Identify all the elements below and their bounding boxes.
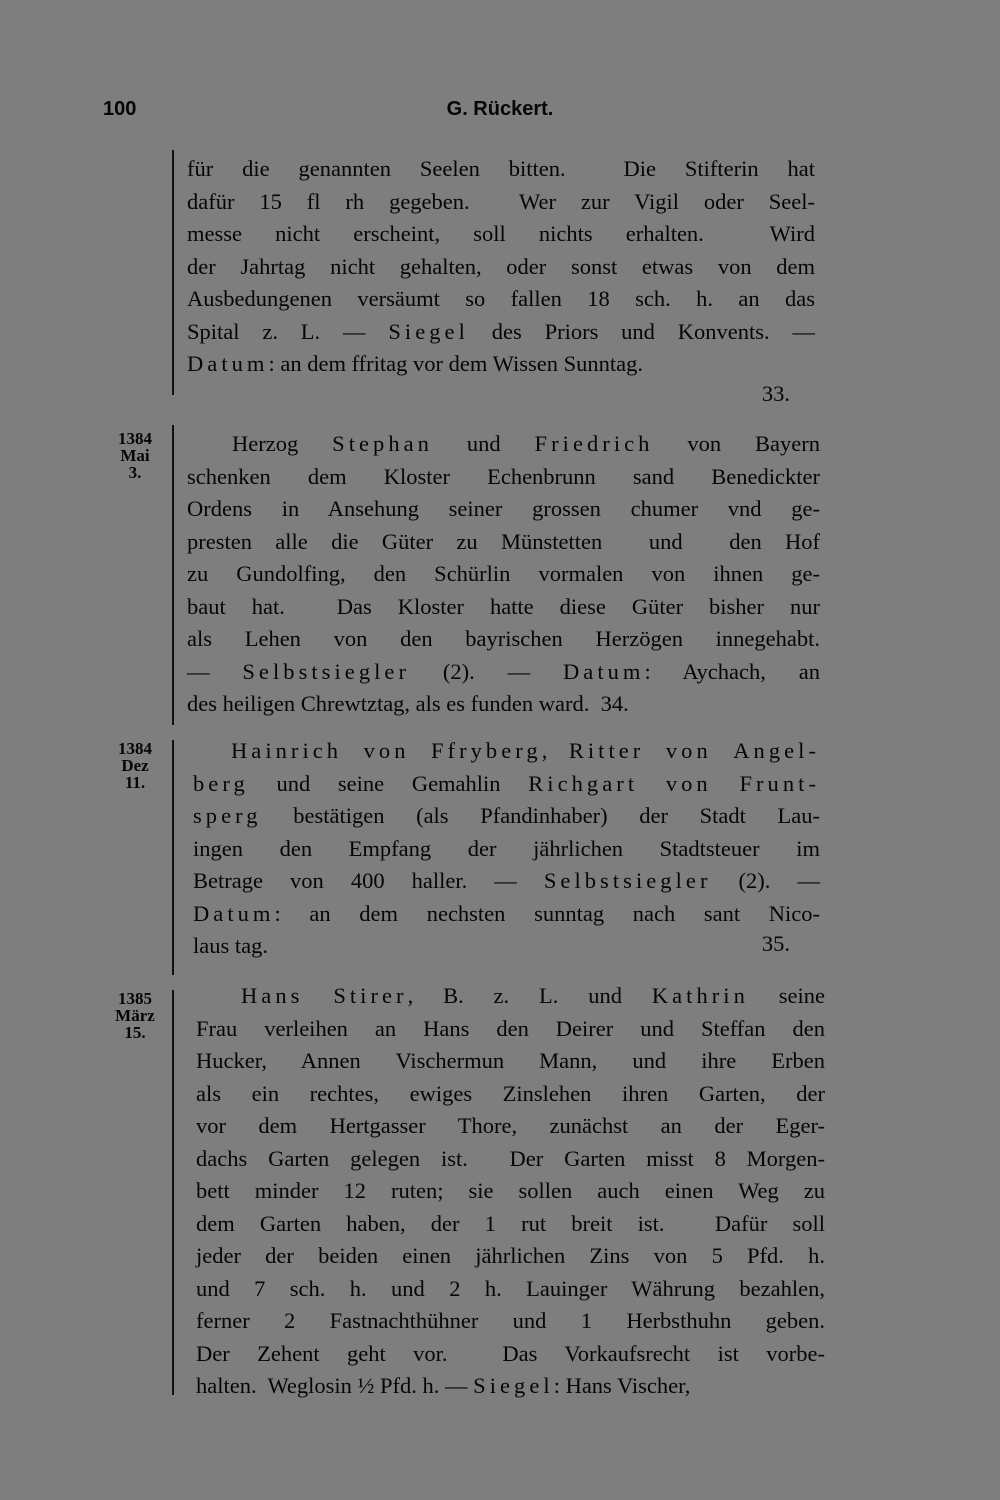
entry-date-part: 11. <box>124 773 146 792</box>
entry-date-part: 1385 <box>118 989 152 1008</box>
text-line <box>187 283 815 315</box>
entry-date-part: 1384 <box>118 429 152 448</box>
text-run: — <box>187 658 243 684</box>
spaced-name: Siegel <box>473 1373 554 1398</box>
text-line <box>196 1013 825 1045</box>
text-run: laus tag. <box>193 933 268 958</box>
text-line <box>196 1305 825 1337</box>
text-line <box>187 558 820 590</box>
text-line <box>187 526 820 558</box>
entry-date <box>112 990 158 1041</box>
text-run <box>712 738 733 763</box>
text-line <box>187 656 820 688</box>
text-run: des heiligen Chrewtztag, als es funden ward. <box>187 691 601 716</box>
spaced-name: Datum <box>193 900 275 926</box>
text-line <box>232 428 820 460</box>
text-run: (2). — <box>410 658 563 684</box>
text-line <box>187 461 820 493</box>
text-run: dachs Garten gelegen ist. Der Garten misst 8 Morgen- <box>196 1145 825 1171</box>
spaced-name: von <box>665 738 712 763</box>
text-run: dafür 15 fl rh gegeben. Wer zur Vigil oder Seel- <box>187 188 815 214</box>
text-line <box>187 688 629 720</box>
margin-rule <box>172 990 174 1395</box>
text-line <box>196 1110 825 1142</box>
spaced-name: Angel- <box>733 738 820 763</box>
text-line <box>196 1143 825 1175</box>
spaced-name: Selbstsiegler <box>242 658 411 684</box>
text-run: Hucker, Annen Vischermun Mann, und ihre Erben <box>196 1048 825 1073</box>
text-line <box>187 316 815 348</box>
text-run: als ein rechtes, ewiges Zinslehen ihren Garten, der <box>196 1080 825 1106</box>
spaced-name: von <box>665 770 712 796</box>
text-run: bett minder 12 ruten; sie sollen auch einen Weg zu <box>196 1178 825 1203</box>
text-run <box>303 983 333 1008</box>
text-line <box>187 623 820 655</box>
margin-rule <box>172 150 174 395</box>
text-run: halten. Weglosin ½ Pfd. h. — <box>196 1373 474 1398</box>
spaced-name: Datum <box>187 351 269 376</box>
text-line <box>187 591 820 623</box>
text-line <box>196 1208 825 1240</box>
spaced-name: Frunt- <box>739 770 820 796</box>
spaced-name: Ritter <box>568 738 645 763</box>
text-line <box>196 1370 690 1402</box>
text-run: des Priors und Konvents. — <box>468 318 815 344</box>
margin-rule <box>172 425 174 725</box>
page-number: 100 <box>103 98 137 120</box>
text-line <box>193 865 820 897</box>
text-run: zu Gundolfing, den Schürlin vormalen von ihnen ge- <box>187 561 820 586</box>
entry-date-part: 3. <box>128 463 142 482</box>
entry-number: 34. <box>600 691 629 716</box>
entry-date-part: 1384 <box>118 739 152 758</box>
margin-rule <box>172 740 174 975</box>
entry-number: 35. <box>761 931 790 956</box>
text-run: der Jahrtag nicht gehalten, oder sonst etwas von dem <box>187 253 815 279</box>
text-run: : an dem nechsten sunntag nach sant Nico- <box>274 900 820 926</box>
text-run: seine <box>748 983 825 1008</box>
text-run: : Hans Vischer, <box>553 1373 691 1398</box>
text-line <box>193 800 820 832</box>
text-run: und 7 sch. h. und 2 h. Lauinger Währung bezahlen, <box>196 1275 825 1301</box>
spaced-name: Stirer <box>333 983 408 1008</box>
text-run: dem Garten haben, der 1 rut breit ist. Dafür soll <box>196 1210 825 1236</box>
spaced-name: sperg <box>193 803 262 828</box>
text-run: von Bayern <box>653 431 820 456</box>
text-line <box>187 348 643 380</box>
text-run: bestätigen (als Pfandinhaber) der Stadt Lau- <box>261 803 820 828</box>
text-run <box>644 738 665 763</box>
text-run <box>712 771 740 796</box>
spaced-name: von <box>363 738 410 763</box>
text-run: vor dem Hertgasser Thore, zunächst an der Eger- <box>196 1113 825 1138</box>
text-run: : an dem ffritag vor dem Wissen Sunntag. <box>268 351 643 376</box>
text-line <box>187 153 815 185</box>
text-run: jeder der beiden einen jährlichen Zins von 5 Pfd. h. <box>196 1243 825 1268</box>
text-run: schenken dem Kloster Echenbrunn sand Benedickter <box>187 463 820 489</box>
text-line <box>231 735 820 767</box>
text-line <box>193 833 820 865</box>
text-run: Ordens in Ansehung seiner grossen chumer vnd ge- <box>187 496 820 521</box>
text-run: , <box>541 738 569 763</box>
text-run: baut hat. Das Kloster hatte diese Güter bisher nur <box>187 593 820 619</box>
text-run: Betrage von 400 haller. — <box>193 868 544 893</box>
entry-number: 33. <box>761 381 790 406</box>
text-line <box>241 980 825 1012</box>
entry-date-part: März <box>115 1006 155 1025</box>
spaced-name: Kathrin <box>651 983 749 1008</box>
text-run: und seine Gemahlin <box>248 770 529 796</box>
text-line <box>187 186 815 218</box>
text-run: Ausbedungenen versäumt so fallen 18 sch. h. an das <box>187 286 815 311</box>
text-line <box>196 1240 825 1272</box>
text-run: als Lehen von den bayrischen Herzögen innegehabt. <box>187 626 820 651</box>
spaced-name: Stephan <box>332 431 433 456</box>
entry-date-part: 15. <box>124 1023 146 1042</box>
entry-date <box>112 740 158 791</box>
text-line <box>196 1175 825 1207</box>
text-line <box>196 1045 825 1077</box>
text-run: ferner 2 Fastnachthühner und 1 Herbsthuhn geben. <box>196 1308 825 1333</box>
text-run: Der Zehent geht vor. Das Vorkaufsrecht ist vorbe- <box>196 1340 825 1366</box>
text-line <box>193 930 268 962</box>
entry-date-part: Dez <box>121 756 149 775</box>
spaced-name: Datum <box>562 658 645 684</box>
text-line <box>187 493 820 525</box>
text-line <box>196 1273 825 1305</box>
spaced-name: Hainrich <box>231 738 343 763</box>
text-run: Spital z. L. — <box>187 318 389 344</box>
text-run: ingen den Empfang der jährlichen Stadtsteuer im <box>193 835 820 861</box>
text-run: : Aychach, an <box>644 658 820 684</box>
text-run: und <box>432 431 535 456</box>
spaced-name: Friedrich <box>534 431 654 456</box>
text-run: für die genannten Seelen bitten. Die Stifterin hat <box>187 156 815 181</box>
text-run: presten alle die Güter zu Münstetten und den Hof <box>187 528 820 554</box>
text-line <box>193 898 820 930</box>
text-run: , B. z. L. und <box>407 983 652 1008</box>
text-line <box>196 1338 825 1370</box>
text-line <box>187 218 815 250</box>
entry-date <box>112 430 158 481</box>
text-run <box>342 738 363 763</box>
spaced-name: Selbstsiegler <box>543 868 712 893</box>
spaced-name: berg <box>193 770 249 796</box>
spaced-name: Richgart <box>528 770 639 796</box>
text-run <box>638 771 666 796</box>
page-header <box>0 98 1000 128</box>
text-line <box>196 1078 825 1110</box>
entry-date-part: Mai <box>120 446 150 465</box>
text-line <box>187 251 815 283</box>
text-run: messe nicht erscheint, soll nichts erhalten. Wird <box>187 221 815 246</box>
text-run <box>410 738 431 763</box>
spaced-name: Siegel <box>388 318 469 344</box>
text-run: (2). — <box>711 868 820 893</box>
text-run: Frau verleihen an Hans den Deirer und Steffan den <box>196 1015 825 1041</box>
spaced-name: Ffryberg <box>430 738 542 763</box>
text-run: Herzog <box>232 431 333 456</box>
running-title: G. Rückert. <box>446 98 554 120</box>
text-line <box>193 768 820 800</box>
spaced-name: Hans <box>241 983 304 1008</box>
